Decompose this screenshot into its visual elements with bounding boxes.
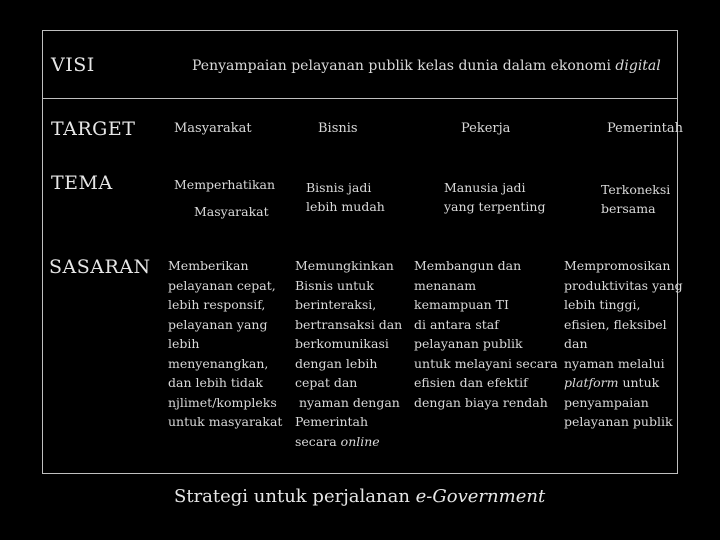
target-item: Pemerintah xyxy=(607,121,683,136)
visi-label: VISI xyxy=(51,54,95,76)
sasaran-line: menyenangkan, xyxy=(168,355,269,371)
visi-text xyxy=(192,57,661,77)
tema-item xyxy=(444,178,545,216)
tema-line: Terkoneksi xyxy=(601,182,671,197)
sasaran-line-italic: online xyxy=(340,433,380,449)
sasaran-line: efisien, fleksibel xyxy=(564,316,667,332)
sasaran-line xyxy=(295,432,402,452)
sasaran-line: dengan biaya rendah xyxy=(414,394,548,410)
sasaran-col3 xyxy=(414,256,558,412)
sasaran-line: lebih xyxy=(168,336,200,351)
sasaran-line: cepat dan xyxy=(295,375,358,390)
sasaran-col2 xyxy=(295,256,402,451)
tema-line: yang terpenting xyxy=(444,199,546,214)
visi-text-italic: digital xyxy=(615,58,661,74)
target-item: Bisnis xyxy=(318,121,358,136)
sasaran-col1 xyxy=(168,256,282,432)
tema-label: TEMA xyxy=(51,172,113,194)
sasaran-line-italic: platform xyxy=(564,375,619,390)
tema-line: Masyarakat xyxy=(194,203,269,219)
sasaran-line: Membangun dan xyxy=(414,258,522,273)
sasaran-line: penyampaian xyxy=(564,394,649,410)
sasaran-line: kemampuan TI xyxy=(414,297,509,312)
visi-text-main: Penyampaian pelayanan publik kelas dunia dalam ekonomi xyxy=(192,58,611,74)
sasaran-line: Memberikan xyxy=(168,258,249,273)
tema-item xyxy=(174,175,275,221)
sasaran-line: Memungkinkan xyxy=(295,258,394,273)
sasaran-line: dan lebih tidak xyxy=(168,375,263,390)
target-item: Masyarakat xyxy=(174,121,252,136)
sasaran-line xyxy=(564,373,683,393)
sasaran-line: di antara staf xyxy=(414,316,499,332)
tema-item xyxy=(601,180,670,218)
footer-caption xyxy=(174,486,545,507)
sasaran-line: bertransaksi dan xyxy=(295,316,403,332)
tema-line: lebih mudah xyxy=(306,199,385,214)
footer-italic: e-Government xyxy=(415,486,546,507)
sasaran-line: untuk masyarakat xyxy=(168,414,283,429)
sasaran-line: nyaman melalui xyxy=(564,355,665,371)
sasaran-line: lebih tinggi, xyxy=(564,297,641,312)
tema-line: Bisnis jadi xyxy=(306,180,372,195)
sasaran-line: Bisnis untuk xyxy=(295,277,374,293)
tema-item xyxy=(306,178,385,216)
sasaran-line: pelayanan yang xyxy=(168,316,268,332)
sasaran-line: lebih responsif, xyxy=(168,297,266,312)
tema-line: Memperhatikan xyxy=(174,177,276,192)
sasaran-col4 xyxy=(564,256,683,432)
sasaran-label: SASARAN xyxy=(49,256,151,278)
sasaran-line: Mempromosikan xyxy=(564,258,671,273)
target-label: TARGET xyxy=(51,118,136,140)
sasaran-line: produktivitas yang xyxy=(564,277,683,293)
sasaran-line: efisien dan efektif xyxy=(414,375,528,390)
sasaran-line: njlimet/kompleks xyxy=(168,394,277,410)
target-item: Pekerja xyxy=(461,121,511,136)
sasaran-line: berkomunikasi xyxy=(295,336,389,351)
sasaran-line-text: untuk xyxy=(618,375,660,390)
sasaran-line: pelayanan cepat, xyxy=(168,277,276,293)
sasaran-line: Pemerintah xyxy=(295,414,369,429)
tema-line: bersama xyxy=(601,201,656,216)
sasaran-line: berinteraksi, xyxy=(295,297,377,312)
footer-text: Strategi untuk perjalanan xyxy=(174,486,416,507)
sasaran-line: dengan lebih xyxy=(295,355,378,371)
sasaran-line: untuk melayani secara xyxy=(414,355,558,371)
sasaran-line: menanam xyxy=(414,277,477,293)
sasaran-line-text: secara xyxy=(295,433,341,449)
row-divider xyxy=(42,98,678,99)
sasaran-line: dan xyxy=(564,336,588,351)
sasaran-line: nyaman dengan xyxy=(295,394,400,410)
sasaran-line: pelayanan publik xyxy=(564,414,673,429)
tema-line: Manusia jadi xyxy=(444,180,526,195)
sasaran-line: pelayanan publik xyxy=(414,336,523,351)
